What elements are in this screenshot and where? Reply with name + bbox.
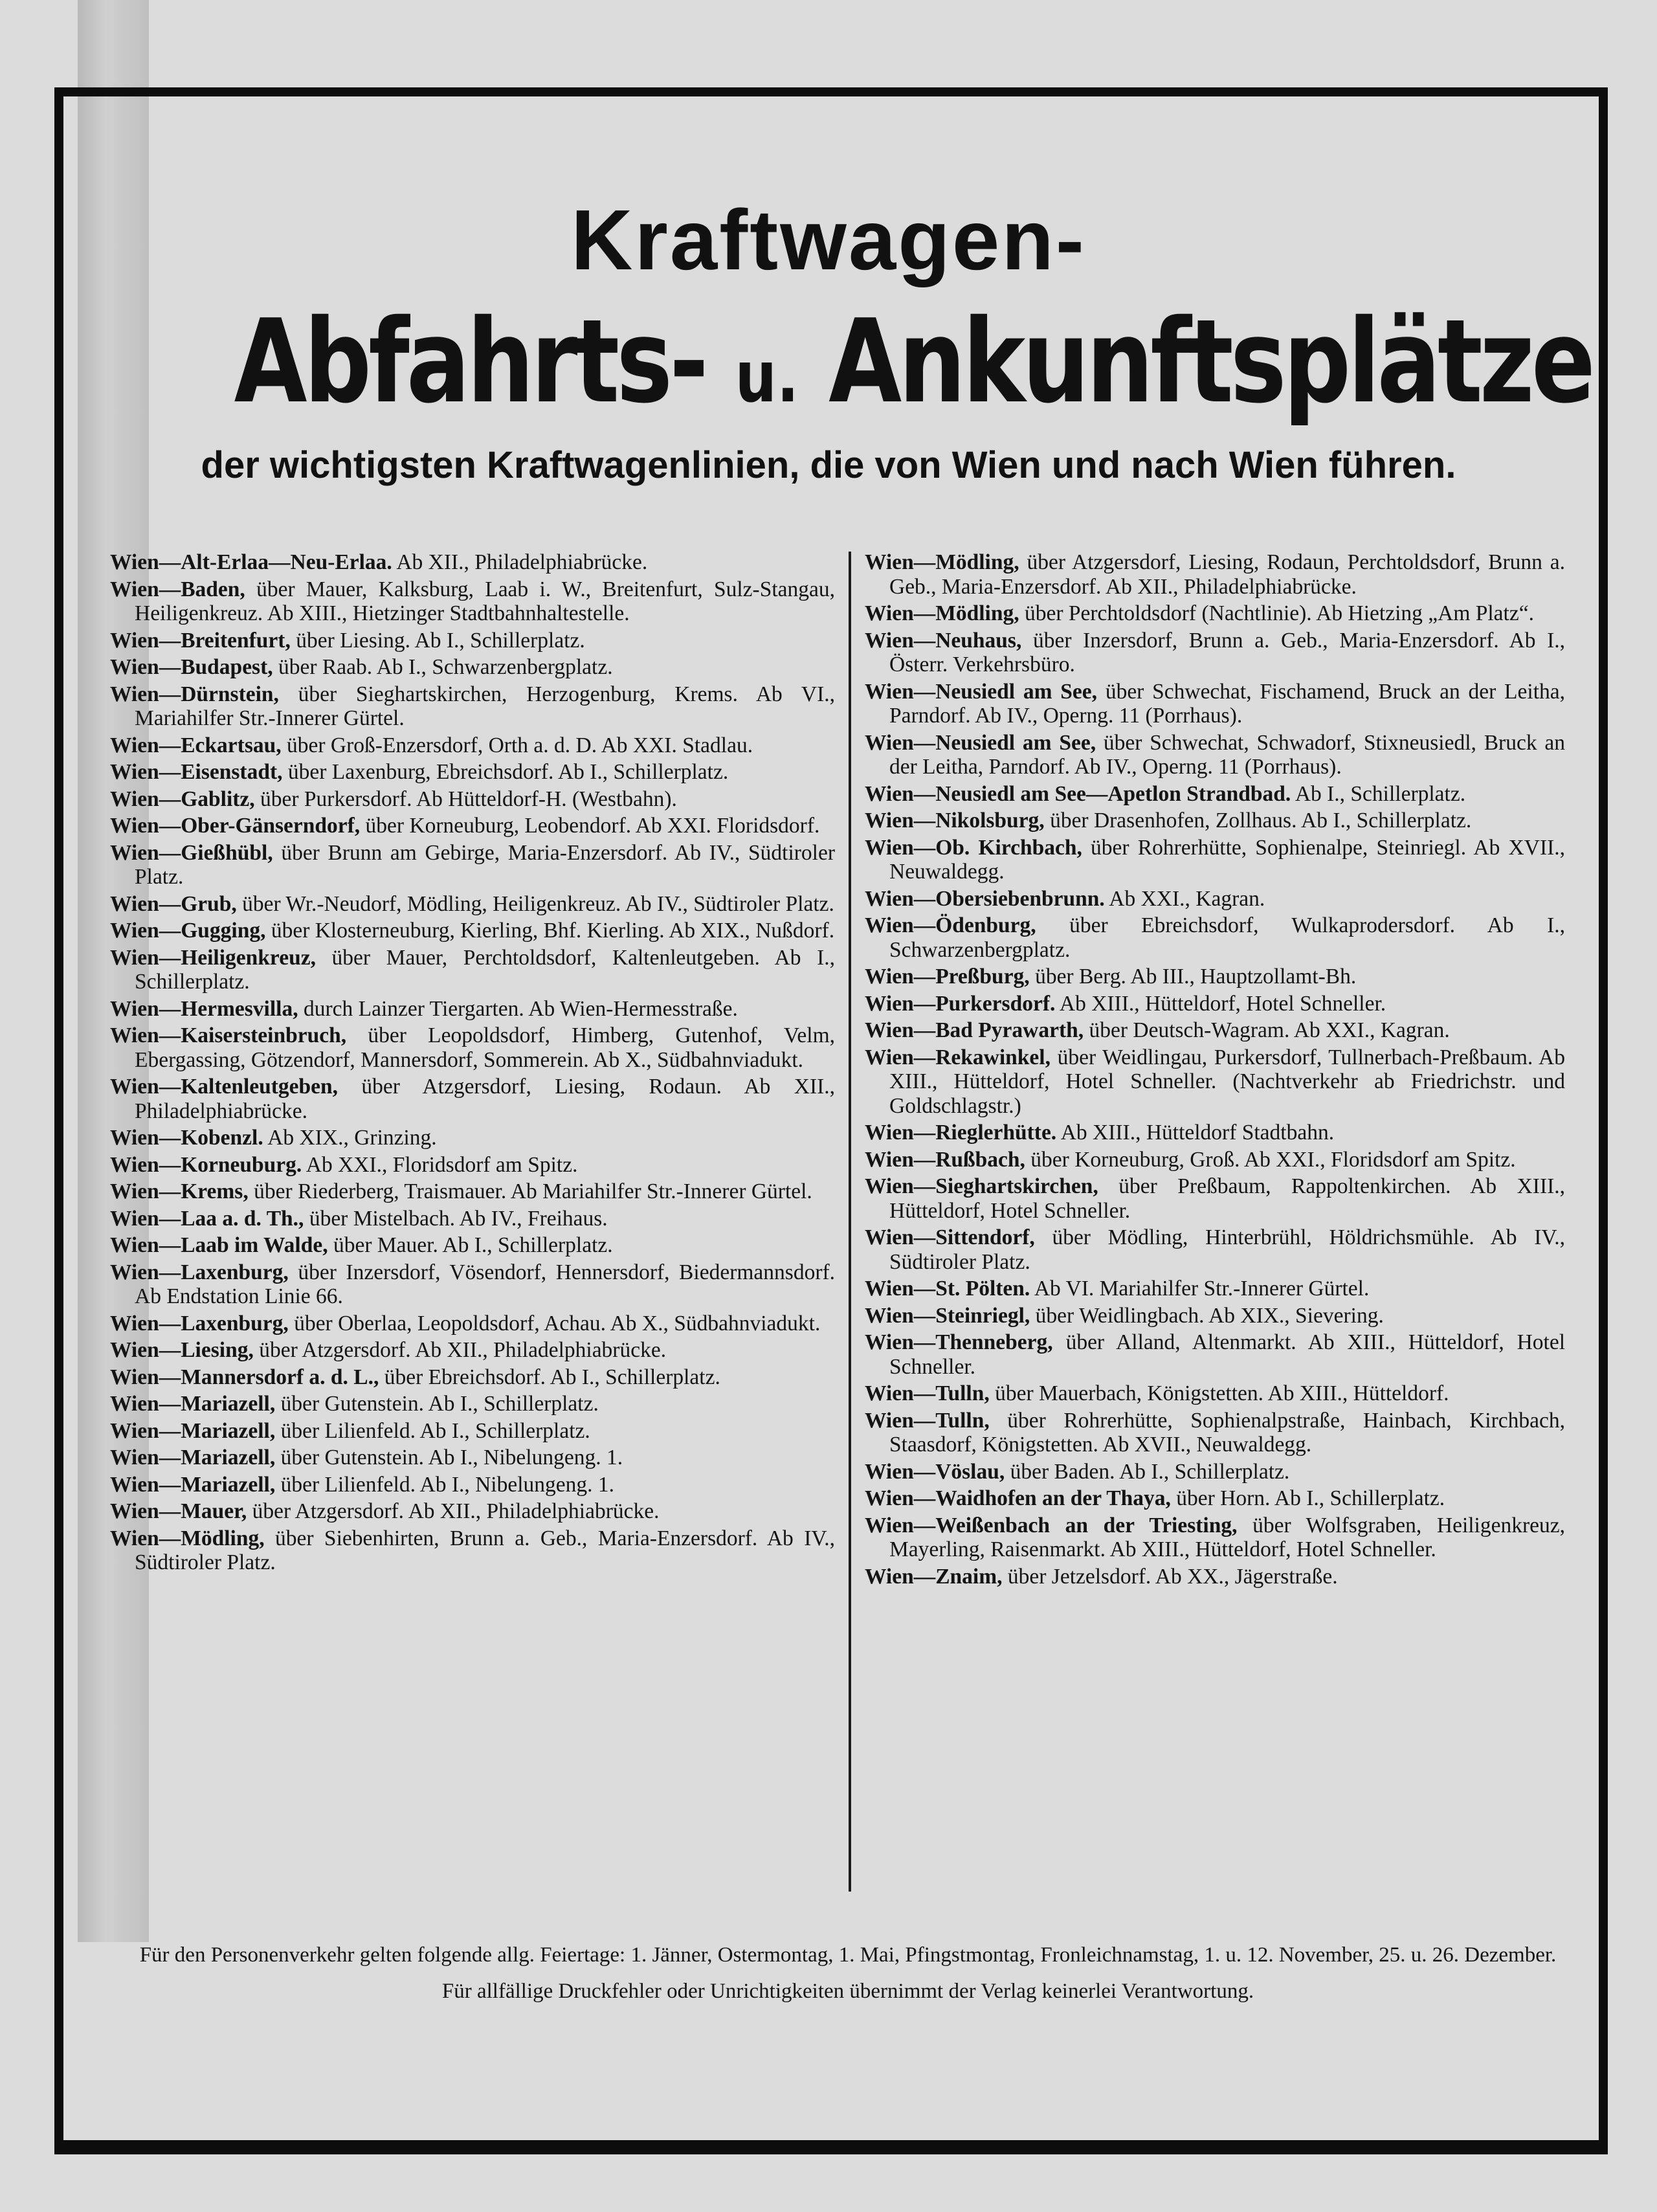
route-name: Wien—Ödenburg, (865, 913, 1036, 937)
route-entry (110, 997, 835, 1022)
route-entry (110, 682, 835, 731)
route-entry (110, 1526, 835, 1575)
route-name: Wien—Budapest, (110, 655, 273, 679)
route-entry (110, 1365, 835, 1390)
subtitle: der wichtigsten Kraftwagenlinien, die von Wien und nach Wien führen. (201, 444, 1456, 486)
route-entry (110, 1338, 835, 1363)
route-entry (865, 1121, 1565, 1145)
route-name: Wien—Dürnstein, (110, 682, 279, 706)
route-name: Wien—Heiligenkreuz, (110, 945, 316, 970)
route-details: über Weidlingau, Purkersdorf, Tullnerbach-Preßbaum. Ab XIII., Hütteldorf, Hotel Schneller. (Nachtverkehr ab Friedrichstr. und Goldschlagstr.) (889, 1045, 1565, 1118)
route-details: über Korneuburg, Groß. Ab XXI., Floridsdorf am Spitz. (1030, 1147, 1516, 1172)
route-name: Wien—Rekawinkel, (865, 1045, 1051, 1069)
route-details: über Perchtoldsdorf (Nachtlinie). Ab Hietzing „Am Platz“. (1024, 601, 1534, 625)
title-line-2 (234, 295, 1592, 429)
column-divider (849, 552, 851, 1892)
route-name: Wien—St. Pölten. (865, 1277, 1030, 1301)
route-name: Wien—Laa a. d. Th., (110, 1206, 304, 1231)
route-details: Ab XIII., Hütteldorf Stadtbahn. (1060, 1121, 1335, 1145)
route-details: über Lilienfeld. Ab I., Nibelungeng. 1. (280, 1472, 615, 1497)
route-name: Wien—Tulln, (865, 1408, 990, 1433)
route-name: Wien—Hermesvilla, (110, 996, 298, 1021)
route-details: über Oberlaa, Leopoldsdorf, Achau. Ab X., Südbahnviadukt. (294, 1311, 821, 1335)
route-name: Wien—Eisenstadt, (110, 760, 283, 784)
route-details: über Mödling, Hinterbrühl, Höldrichsmühle. Ab IV., Südtiroler Platz. (889, 1225, 1566, 1274)
route-entry (865, 965, 1565, 989)
route-entry (865, 1460, 1565, 1484)
route-entry (865, 992, 1565, 1016)
route-name: Wien—Rußbach, (865, 1147, 1025, 1172)
route-details: Ab XXI., Kagran. (1109, 886, 1265, 911)
route-name: Wien—Obersiebenbrunn. (865, 886, 1105, 911)
route-entry (865, 731, 1565, 779)
route-name: Wien—Neusiedl am See, (865, 730, 1096, 755)
route-name: Wien—Breitenfurt, (110, 628, 291, 653)
route-details: über Purkersdorf. Ab Hütteldorf-H. (Westbahn). (260, 787, 677, 811)
route-details: über Drasenhofen, Zollhaus. Ab I., Schillerplatz. (1050, 809, 1472, 832)
route-entry (865, 1304, 1565, 1328)
route-entry (110, 1312, 835, 1336)
footer (126, 1941, 1570, 2013)
route-details: über Atzgersdorf. Ab XII., Philadelphiabrücke. (252, 1499, 660, 1523)
route-details: über Laxenburg, Ebreichsdorf. Ab I., Schillerplatz. (287, 760, 729, 784)
route-name: Wien—Thenneberg, (865, 1330, 1053, 1354)
route-entry (110, 1446, 835, 1470)
left-column (110, 550, 835, 1578)
route-details: über Korneuburg, Leobendorf. Ab XXI. Floridsdorf. (365, 814, 820, 838)
route-name: Wien—Grub, (110, 891, 237, 916)
route-name: Wien—Neusiedl am See—Apetlon Strandbad. (865, 781, 1291, 806)
route-details: Ab XIX., Grinzing. (267, 1126, 437, 1150)
route-name: Wien—Weißenbach an der Triesting, (865, 1513, 1238, 1537)
route-entry (865, 1409, 1565, 1457)
route-name: Wien—Mauer, (110, 1499, 247, 1523)
route-name: Wien—Kobenzl. (110, 1126, 263, 1150)
route-entry (110, 760, 835, 785)
route-entry (110, 892, 835, 917)
route-entry (865, 1045, 1565, 1119)
route-name: Wien—Bad Pyrawarth, (865, 1018, 1084, 1042)
route-entry (865, 782, 1565, 807)
route-entry (865, 1514, 1565, 1562)
route-name: Wien—Nikolsburg, (865, 809, 1045, 832)
title-abfahrts: Abfahrts- (234, 295, 706, 429)
route-details: über Alland, Altenmarkt. Ab XIII., Hütteldorf, Hotel Schneller. (889, 1330, 1566, 1379)
route-details: über Ebreichsdorf, Wulkaprodersdorf. Ab I., Schwarzenbergplatz. (889, 913, 1565, 962)
route-name: Wien—Mannersdorf a. d. L., (110, 1365, 379, 1389)
route-details: über Mistelbach. Ab IV., Freihaus. (309, 1206, 608, 1231)
route-entry (110, 1075, 835, 1123)
route-name: Wien—Alt-Erlaa—Neu-Erlaa. (110, 550, 392, 574)
route-name: Wien—Preßburg, (865, 965, 1030, 989)
route-name: Wien—Znaim, (865, 1564, 1003, 1589)
route-details: durch Lainzer Tiergarten. Ab Wien-Hermesstraße. (303, 996, 738, 1021)
route-entry (110, 1499, 835, 1524)
title-line-1: Kraftwagen- (571, 192, 1086, 287)
route-entry (110, 733, 835, 758)
route-details: über Weidlingbach. Ab XIX., Sievering. (1035, 1303, 1384, 1328)
route-name: Wien—Sieghartskirchen, (865, 1174, 1098, 1198)
route-name: Wien—Mödling, (865, 601, 1019, 625)
route-details: über Mauerbach, Königstetten. Ab XIII., Hütteldorf. (995, 1381, 1449, 1405)
route-entry (865, 1381, 1565, 1406)
route-entry (110, 577, 835, 626)
route-entry (110, 1023, 835, 1072)
route-entry (110, 787, 835, 812)
route-entry (865, 1225, 1565, 1274)
route-name: Wien—Neusiedl am See, (865, 679, 1098, 704)
route-details: über Atzgersdorf, Liesing, Rodaun, Perchtoldsdorf, Brunn a. Geb., Maria-Enzersdorf. Ab XII., Philadelphiabrücke. (889, 550, 1565, 599)
route-details: Ab I., Schillerplatz. (1295, 781, 1466, 806)
route-entry (865, 550, 1565, 599)
route-entry (865, 680, 1565, 728)
route-entry (110, 814, 835, 838)
route-entry (110, 919, 835, 943)
route-entry (865, 836, 1565, 884)
route-entry (110, 1207, 835, 1231)
route-details: über Wolfsgraben, Heiligenkreuz, Mayerling, Raisenmarkt. Ab XIII., Hütteldorf, Hotel Schneller. (889, 1513, 1566, 1561)
route-details: über Leopoldsdorf, Himberg, Gutenhof, Velm, Ebergassing, Götzendorf, Mannersdorf, Sommerein. Ab X., Südbahnviadukt. (135, 1023, 836, 1072)
route-name: Wien—Gugging, (110, 919, 266, 943)
route-entry (110, 1260, 835, 1309)
route-details: über Mauer. Ab I., Schillerplatz. (333, 1233, 613, 1257)
route-details: über Schwechat, Fischamend, Bruck an der Leitha, Parndorf. Ab IV., Operng. 11 (Porrhaus). (889, 679, 1565, 728)
route-name: Wien—Purkersdorf. (865, 991, 1056, 1016)
title-ankunftsplaetze: Ankunftsplätze (828, 295, 1592, 429)
route-details: über Mauer, Perchtoldsdorf, Kaltenleutgeben. Ab I., Schillerplatz. (135, 945, 835, 994)
route-name: Wien—Laxenburg, (110, 1260, 289, 1284)
route-name: Wien—Kaisersteinbruch, (110, 1023, 347, 1047)
route-details: über Horn. Ab I., Schillerplatz. (1176, 1486, 1445, 1510)
route-details: über Raab. Ab I., Schwarzenbergplatz. (278, 655, 613, 679)
route-entry (865, 601, 1565, 626)
route-entry (865, 1174, 1565, 1223)
route-details: über Berg. Ab III., Hauptzollamt-Bh. (1035, 965, 1357, 989)
route-entry (110, 1126, 835, 1150)
route-details: über Mauer, Kalksburg, Laab i. W., Breitenfurt, Sulz-Stangau, Heiligenkreuz. Ab XIII., Hietzinger Stadtbahnhaltestelle. (135, 577, 835, 625)
disclaimer-note: Für allfällige Druckfehler oder Unrichtigkeiten übernimmt der Verlag keinerlei Verantwortung. (441, 1980, 1254, 2003)
route-details: über Lilienfeld. Ab I., Schillerplatz. (280, 1418, 590, 1443)
route-details: über Sieghartskirchen, Herzogenburg, Krems. Ab VI., Mariahilfer Str.-Innerer Gürtel. (135, 682, 835, 730)
route-details: über Brunn am Gebirge, Maria-Enzersdorf. Ab IV., Südtiroler Platz. (135, 840, 836, 889)
route-entry (110, 1419, 835, 1444)
route-entry (865, 1486, 1565, 1511)
route-details: über Wr.-Neudorf, Mödling, Heiligenkreuz. Ab IV., Südtiroler Platz. (242, 891, 834, 916)
route-details: über Jetzelsdorf. Ab XX., Jägerstraße. (1007, 1564, 1338, 1589)
route-name: Wien—Sittendorf, (865, 1225, 1035, 1249)
route-entry (110, 655, 835, 680)
route-name: Wien—Gießhübl, (110, 840, 273, 865)
right-column (865, 550, 1565, 1591)
route-name: Wien—Mödling, (865, 550, 1019, 574)
bottom-rule (54, 2140, 1608, 2154)
route-details: über Gutenstein. Ab I., Nibelungeng. 1. (280, 1446, 623, 1469)
route-name: Wien—Tulln, (865, 1381, 990, 1405)
holidays-note: Für den Personenverkehr gelten folgende allg. Feiertage: 1. Jänner, Ostermontag, 1. Mai, Pfingstmontag, Fronleichnamstag, 1. u. 12. November, 25. u. 26. Dezember. (139, 1943, 1557, 1967)
route-name: Wien—Ob. Kirchbach, (865, 835, 1082, 860)
route-name: Wien—Waidhofen an der Thaya, (865, 1486, 1171, 1510)
route-name: Wien—Laxenburg, (110, 1311, 289, 1335)
route-name: Wien—Mariazell, (110, 1392, 276, 1416)
route-details: über Preßbaum, Rappoltenkirchen. Ab XIII., Hütteldorf, Hotel Schneller. (889, 1174, 1566, 1223)
route-details: über Inzersdorf, Brunn a. Geb., Maria-Enzersdorf. Ab I., Österr. Verkehrsbüro. (889, 628, 1566, 676)
route-entry (865, 1018, 1565, 1043)
route-name: Wien—Mariazell, (110, 1472, 276, 1497)
route-details: über Atzgersdorf. Ab XII., Philadelphiabrücke. (259, 1338, 667, 1362)
route-name: Wien—Neuhaus, (865, 628, 1022, 653)
route-entry (865, 1565, 1565, 1589)
route-name: Wien—Korneuburg. (110, 1152, 302, 1177)
route-entry (865, 887, 1565, 911)
route-details: über Groß-Enzersdorf, Orth a. d. D. Ab XXI. Stadlau. (287, 733, 753, 757)
route-entry (865, 1277, 1565, 1301)
route-details: über Siebenhirten, Brunn a. Geb., Maria-Enzersdorf. Ab IV., Südtiroler Platz. (135, 1526, 836, 1574)
route-entry (865, 809, 1565, 833)
route-name: Wien—Gablitz, (110, 787, 255, 811)
route-details: Ab XII., Philadelphiabrücke. (396, 550, 648, 574)
route-entry (865, 629, 1565, 677)
route-name: Wien—Mödling, (110, 1526, 265, 1550)
route-details: über Ebreichsdorf. Ab I., Schillerplatz. (384, 1365, 720, 1389)
route-entry (110, 1153, 835, 1178)
route-details: über Riederberg, Traismauer. Ab Mariahilfer Str.-Innerer Gürtel. (254, 1179, 812, 1203)
route-details: über Klosterneuburg, Kierling, Bhf. Kierling. Ab XIX., Nußdorf. (271, 919, 835, 943)
route-details: über Inzersdorf, Vösendorf, Hennersdorf, Biedermannsdorf. Ab Endstation Linie 66. (135, 1260, 836, 1308)
route-entry (865, 1148, 1565, 1172)
route-entry (110, 629, 835, 653)
route-entry (110, 1392, 835, 1416)
route-details: über Baden. Ab I., Schillerplatz. (1010, 1459, 1290, 1484)
route-details: über Gutenstein. Ab I., Schillerplatz. (280, 1392, 599, 1416)
route-name: Wien—Laab im Walde, (110, 1233, 328, 1257)
route-name: Wien—Kaltenleutgeben, (110, 1075, 339, 1099)
route-details: über Deutsch-Wagram. Ab XXI., Kagran. (1089, 1018, 1450, 1042)
route-entry (865, 913, 1565, 962)
route-entry (110, 1233, 835, 1258)
route-name: Wien—Eckartsau, (110, 733, 282, 757)
route-entry (110, 946, 835, 994)
route-details: über Atzgersdorf, Liesing, Rodaun. Ab XII., Philadelphiabrücke. (135, 1075, 836, 1123)
route-details: Ab VI. Mariahilfer Str.-Innerer Gürtel. (1034, 1277, 1370, 1301)
title-und: u. (735, 335, 799, 418)
route-entry (865, 1330, 1565, 1379)
route-name: Wien—Vöslau, (865, 1459, 1005, 1484)
route-name: Wien—Baden, (110, 577, 245, 601)
route-details: über Rohrerhütte, Sophienalpstraße, Hainbach, Kirchbach, Staasdorf, Königstetten. Ab XVII., Neuwaldegg. (889, 1408, 1566, 1457)
route-details: über Liesing. Ab I., Schillerplatz. (296, 628, 585, 653)
route-entry (110, 841, 835, 889)
route-details: über Rohrerhütte, Sophienalpe, Steinriegl. Ab XVII., Neuwaldegg. (889, 835, 1566, 884)
route-name: Wien—Liesing, (110, 1338, 254, 1362)
route-name: Wien—Mariazell, (110, 1446, 276, 1469)
route-details: über Schwechat, Schwadorf, Stixneusiedl, Bruck an der Leitha, Parndorf. Ab IV., Operng. 11 (Porrhaus). (889, 730, 1566, 779)
route-details: Ab XXI., Floridsdorf am Spitz. (306, 1152, 578, 1177)
route-entry (110, 550, 835, 575)
route-name: Wien—Ober-Gänserndorf, (110, 814, 361, 838)
route-entry (110, 1473, 835, 1497)
route-name: Wien—Mariazell, (110, 1418, 276, 1443)
route-entry (110, 1179, 835, 1204)
route-name: Wien—Krems, (110, 1179, 249, 1203)
route-name: Wien—Steinriegl, (865, 1303, 1030, 1328)
route-name: Wien—Rieglerhütte. (865, 1121, 1057, 1145)
route-details: Ab XIII., Hütteldorf, Hotel Schneller. (1059, 991, 1386, 1016)
